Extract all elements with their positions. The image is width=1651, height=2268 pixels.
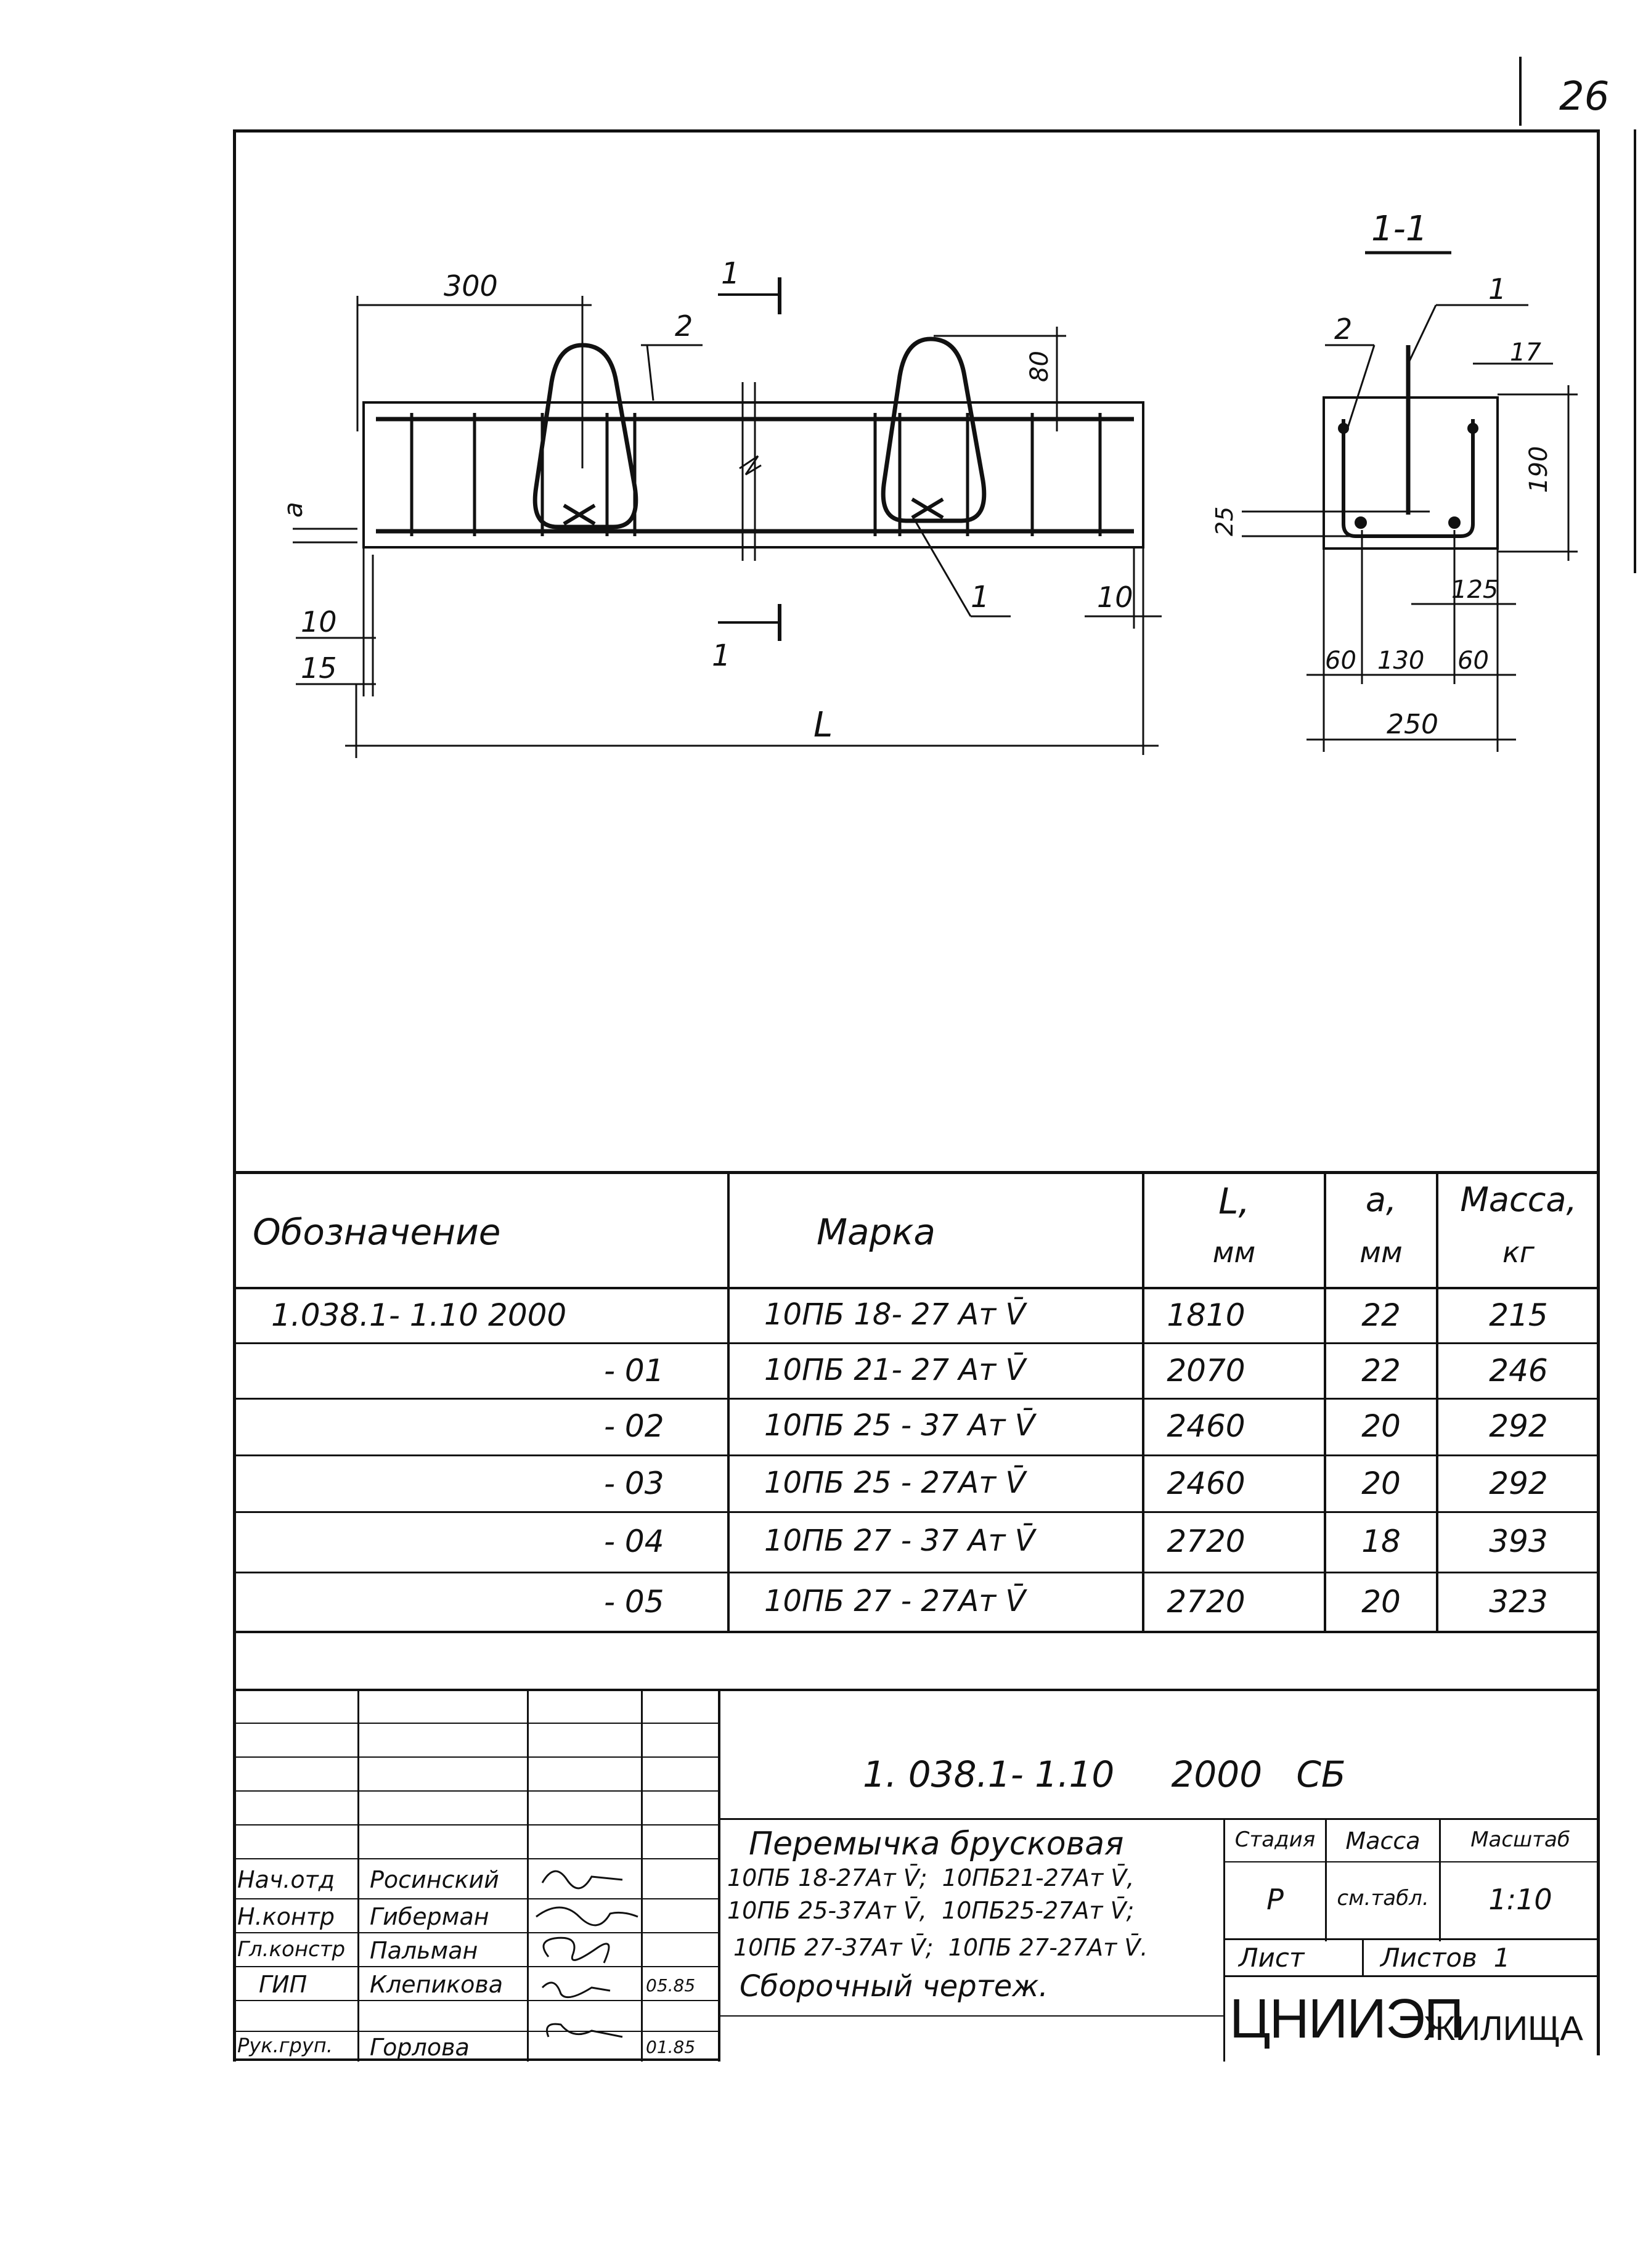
mass-value: см.табл. bbox=[1337, 1886, 1429, 1911]
dim-250: 250 bbox=[1387, 709, 1438, 740]
row-designation: - 01 bbox=[604, 1353, 664, 1389]
sig-role: Гл.констр bbox=[237, 1937, 346, 1962]
dim-25: 25 bbox=[1211, 506, 1238, 536]
sheet-label: Лист bbox=[1239, 1943, 1305, 1973]
beam-outline bbox=[364, 402, 1143, 547]
mark-1-bottom: 1 bbox=[712, 638, 731, 673]
sig-name: Росинский bbox=[370, 1866, 499, 1893]
table-rule bbox=[233, 1398, 1600, 1400]
mass-label: Масса bbox=[1345, 1827, 1421, 1854]
row-a: 22 bbox=[1361, 1297, 1401, 1333]
sig-date: 01.85 bbox=[646, 2037, 696, 2057]
signature-4 bbox=[542, 1983, 610, 1997]
row-a: 20 bbox=[1361, 1408, 1401, 1444]
tb-col bbox=[1362, 1938, 1364, 1975]
header-mass: Масса, bbox=[1460, 1180, 1577, 1219]
tb-row bbox=[233, 1824, 720, 1825]
tb-row bbox=[1223, 1861, 1600, 1862]
table-rule bbox=[233, 1572, 1600, 1573]
tb-col bbox=[357, 1689, 359, 2062]
signature-1 bbox=[542, 1871, 622, 1888]
org-name-part2: ЖИЛИЩА bbox=[1424, 2009, 1583, 2047]
lifting-loop-left bbox=[535, 345, 636, 527]
col-divider bbox=[727, 1171, 730, 1632]
tb-doc-code-rule bbox=[720, 1818, 1600, 1820]
title-line: Сборочный чертеж. bbox=[740, 1969, 1048, 2004]
stage-label: Стадия bbox=[1234, 1827, 1316, 1852]
row-designation: - 04 bbox=[604, 1524, 664, 1559]
row-designation: - 05 bbox=[604, 1584, 664, 1620]
sig-date: 05.85 bbox=[646, 1975, 696, 1996]
header-designation: Обозначение bbox=[253, 1211, 501, 1253]
dim-60-right: 60 bbox=[1457, 647, 1489, 675]
tb-col bbox=[641, 1689, 643, 2062]
title-line: 10ПБ 25-37Ат V̄, 10ПБ25-27Ат V̄; bbox=[727, 1897, 1135, 1924]
tb-row bbox=[233, 2000, 720, 2001]
tb-row bbox=[233, 1898, 720, 1899]
dim-80: 80 bbox=[1025, 351, 1054, 382]
table-bottom bbox=[233, 1631, 1600, 1633]
row-mass: 215 bbox=[1489, 1297, 1548, 1333]
row-length: 2720 bbox=[1167, 1584, 1245, 1620]
tb-row bbox=[233, 1966, 720, 1967]
dim-a: a bbox=[278, 502, 308, 518]
titleblock-top bbox=[233, 1689, 1600, 1691]
signature-5 bbox=[547, 2024, 623, 2037]
row-mass: 246 bbox=[1489, 1353, 1548, 1389]
sig-name: Гиберман bbox=[370, 1903, 489, 1930]
row-mass: 292 bbox=[1489, 1408, 1548, 1444]
table-rule bbox=[233, 1342, 1600, 1344]
table-rule bbox=[233, 1511, 1600, 1513]
sig-name: Пальман bbox=[370, 1937, 478, 1964]
section-label: 1-1 bbox=[1371, 209, 1428, 249]
sig-name: Горлова bbox=[370, 2034, 470, 2061]
sheet-number: 26 bbox=[1559, 74, 1610, 120]
stage-value: Р bbox=[1266, 1883, 1284, 1916]
section-mark-2: 2 bbox=[1334, 312, 1353, 346]
row-a: 20 bbox=[1361, 1584, 1401, 1620]
row-length: 1810 bbox=[1167, 1297, 1245, 1333]
signature-3 bbox=[544, 1938, 609, 1963]
header-length: L, bbox=[1218, 1180, 1250, 1222]
table-top bbox=[233, 1171, 1600, 1174]
org-name-part1: ЦНИИЭП bbox=[1229, 1988, 1463, 2050]
dim-10-right: 10 bbox=[1097, 581, 1133, 614]
dim-15: 15 bbox=[301, 651, 337, 685]
row-designation: 1.038.1- 1.10 2000 bbox=[271, 1297, 567, 1333]
tb-row bbox=[1223, 1975, 1600, 1977]
row-a: 20 bbox=[1361, 1466, 1401, 1501]
signature-2 bbox=[536, 1907, 638, 1925]
row-mass: 393 bbox=[1489, 1524, 1548, 1559]
sig-name: Клепикова bbox=[370, 1971, 503, 1998]
tb-col bbox=[527, 1689, 529, 2062]
row-mass: 292 bbox=[1489, 1466, 1548, 1501]
row-designation: - 02 bbox=[604, 1408, 664, 1444]
tb-bottom bbox=[233, 2058, 720, 2061]
row-mark: 10ПБ 25 - 27Ат V̄ bbox=[764, 1466, 1026, 1500]
header-a-unit: мм bbox=[1360, 1236, 1403, 1269]
header-a: a, bbox=[1365, 1180, 1397, 1219]
signature-scribbles bbox=[530, 1855, 641, 2058]
tb-row bbox=[233, 1756, 720, 1758]
scale-value: 1:10 bbox=[1488, 1883, 1552, 1916]
row-length: 2460 bbox=[1167, 1466, 1245, 1501]
header-mass-unit: кг bbox=[1502, 1236, 1535, 1269]
mark-2: 2 bbox=[675, 309, 693, 343]
dim-190: 190 bbox=[1525, 446, 1553, 493]
tb-row bbox=[233, 2031, 720, 2032]
table-rule bbox=[233, 1454, 1600, 1456]
row-mass: 323 bbox=[1489, 1584, 1548, 1620]
dim-17: 17 bbox=[1510, 338, 1541, 367]
title-line: 10ПБ 27-37Ат V̄; 10ПБ 27-27Ат V̄. bbox=[733, 1934, 1148, 1961]
row-length: 2720 bbox=[1167, 1524, 1245, 1559]
sig-role: Рук.груп. bbox=[237, 2034, 333, 2057]
table-header-bottom bbox=[233, 1287, 1600, 1289]
dim-L: L bbox=[813, 705, 833, 745]
row-designation: - 03 bbox=[604, 1466, 664, 1501]
tb-row bbox=[233, 1932, 720, 1933]
dim-130: 130 bbox=[1377, 647, 1425, 675]
row-mark: 10ПБ 27 - 27Ат V̄ bbox=[764, 1584, 1026, 1618]
mark-1-loop: 1 bbox=[971, 580, 990, 614]
header-mark: Марка bbox=[817, 1211, 936, 1253]
tb-col bbox=[718, 1689, 720, 2062]
scale-label: Масштаб bbox=[1470, 1827, 1570, 1852]
sheets-label: Листов 1 bbox=[1380, 1943, 1510, 1973]
row-mark: 10ПБ 21- 27 Ат V̄ bbox=[764, 1353, 1026, 1387]
dim-60-left: 60 bbox=[1325, 647, 1356, 675]
row-mark: 10ПБ 18- 27 Ат V̄ bbox=[764, 1297, 1026, 1332]
title-line: Перемычка брусковая bbox=[749, 1825, 1124, 1862]
tb-row bbox=[233, 1723, 720, 1724]
row-length: 2460 bbox=[1167, 1408, 1245, 1444]
row-length: 2070 bbox=[1167, 1353, 1245, 1389]
sig-role: Нач.отд bbox=[237, 1866, 335, 1893]
dim-300: 300 bbox=[444, 269, 498, 303]
mark-1-top: 1 bbox=[721, 256, 740, 291]
title-line: 10ПБ 18-27Ат V̄; 10ПБ21-27Ат V̄, bbox=[727, 1864, 1135, 1891]
dim-10-left: 10 bbox=[301, 605, 337, 638]
tb-row bbox=[233, 1858, 720, 1859]
section-mark-1: 1 bbox=[1488, 272, 1507, 306]
tb-row bbox=[233, 1790, 720, 1792]
col-divider bbox=[1142, 1171, 1144, 1632]
row-a: 18 bbox=[1361, 1524, 1401, 1559]
sig-role: ГИП bbox=[259, 1971, 308, 1998]
tb-row bbox=[1223, 1938, 1600, 1940]
doc-code: 1. 038.1- 1.10 2000 СБ bbox=[863, 1753, 1346, 1795]
dim-125: 125 bbox=[1451, 576, 1499, 604]
row-mark: 10ПБ 27 - 37 Ат V̄ bbox=[764, 1524, 1035, 1558]
sig-role: Н.контр bbox=[237, 1903, 335, 1930]
row-a: 22 bbox=[1361, 1353, 1401, 1389]
tb-row bbox=[720, 2015, 1223, 2017]
header-length-unit: мм bbox=[1212, 1236, 1256, 1269]
row-mark: 10ПБ 25 - 37 Ат V̄ bbox=[764, 1408, 1035, 1443]
